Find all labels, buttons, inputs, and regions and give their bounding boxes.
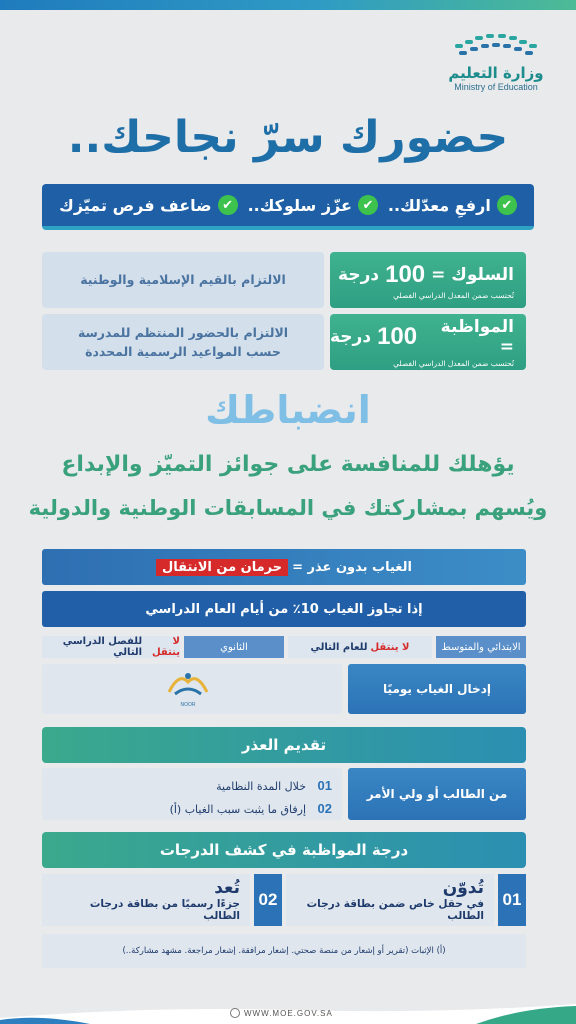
- levels-row: [42, 636, 526, 658]
- excuse-step-1: [170, 774, 332, 797]
- page-title: حضورك سرّ نجاحك..: [67, 112, 509, 163]
- excuse-who: من الطالب أو ولي الأمر: [348, 768, 526, 820]
- attendance-note: تُحتسب ضمن المعدل الدراسي الفصلي: [393, 358, 514, 368]
- benefit-line-2: ويُسهم بمشاركتك في المسابقات الوطنية والدولية: [28, 496, 548, 520]
- daily-entry-label: إدخال الغياب يوميًا: [348, 664, 526, 714]
- excuse-step-1-text: خلال المدة النظامية: [216, 780, 307, 793]
- attendance-unit: درجة: [330, 326, 372, 347]
- noor-logo: [158, 668, 218, 708]
- goal-2: [248, 195, 378, 215]
- excuse-step-2-num: 02: [317, 801, 332, 817]
- goal-3-label: ضاعف فرص تميّزك: [59, 195, 212, 215]
- absence-rule-bar: [42, 549, 526, 585]
- top-gradient-bar: [0, 0, 576, 10]
- level-primary-rest: للعام التالي: [310, 641, 368, 653]
- goal-3: [59, 195, 237, 215]
- discipline-title: انضباطك: [205, 388, 371, 432]
- ministry-name-ar: وزارة التعليم: [448, 64, 544, 82]
- level-primary-no: لا ينتقل: [370, 641, 410, 653]
- excuse-step-2: [170, 797, 332, 820]
- attendance-description: الالتزام بالحضور المنتظم للمدرسة حسب المواعيد الرسمية المحددة: [42, 314, 324, 370]
- report-card-1: [286, 874, 494, 926]
- level-secondary-tag: الثانوي: [184, 636, 284, 658]
- ministry-name-en: Ministry of Education: [454, 82, 538, 92]
- report-cards: [42, 874, 526, 926]
- report-card-2: [42, 874, 250, 926]
- ministry-emblem-icon: [453, 32, 539, 62]
- footnote: (أ) الإثبات (تقرير أو إشعار من منصة صحتي. إشعار مرافقة. إشعار مراجعة. مشهد مشاركة..): [42, 934, 526, 968]
- report-card-1-title: تُدوّن: [442, 878, 484, 898]
- goal-1: [388, 195, 517, 215]
- benefit-line-1: يؤهلك للمنافسة على جوائز التميّز والإبداع: [61, 452, 515, 477]
- report-card-2-desc: جزءًا رسميًا من بطاقة درجات الطالب: [89, 898, 240, 922]
- excuse-panel: [42, 768, 526, 820]
- footer-url-text: WWW.MOE.GOV.SA: [244, 1008, 333, 1018]
- check-circle-icon: ✔: [358, 195, 378, 215]
- absence-threshold-bar: إذا تجاوز الغياب 10٪ من أيام العام الدراسي: [42, 591, 526, 627]
- absence-prefix: الغياب بدون عذر =: [292, 559, 412, 575]
- level-primary-rule: [288, 636, 432, 658]
- excuse-steps: [170, 774, 332, 821]
- behavior-unit: درجة: [338, 264, 380, 285]
- footer-url[interactable]: [230, 1008, 333, 1018]
- attendance-value: 100: [377, 322, 418, 350]
- noor-logo-area: [42, 664, 342, 714]
- absence-result: حرمان من الانتقال: [156, 559, 288, 576]
- level-primary-tag: الابتدائي والمتوسط: [436, 636, 526, 658]
- behavior-value: 100: [385, 260, 426, 288]
- excuse-step-2-text: إرفاق ما يثبت سبب الغياب (أ): [169, 803, 307, 817]
- behavior-row: [42, 252, 526, 308]
- check-circle-icon: ✔: [497, 195, 517, 215]
- report-section-title: درجة المواظبة في كشف الدرجات: [42, 832, 526, 868]
- report-card-2-num: 02: [254, 874, 282, 926]
- daily-entry-panel: [42, 664, 526, 714]
- behavior-note: تُحتسب ضمن المعدل الدراسي الفصلي: [393, 290, 514, 300]
- goal-2-label: عزّز سلوكك..: [247, 195, 352, 215]
- behavior-label: السلوك =: [431, 264, 514, 285]
- report-card-1-num: 01: [498, 874, 526, 926]
- behavior-grade-box: [330, 252, 526, 308]
- level-secondary-no: لا ينتقل: [151, 636, 180, 658]
- goals-banner: [42, 184, 534, 230]
- goal-1-label: ارفعِ معدّلك..: [387, 195, 491, 215]
- level-secondary-rest: للفصل الدراسي التالي: [62, 636, 143, 658]
- attendance-label: المواظبة =: [440, 316, 514, 357]
- footer: [0, 1004, 576, 1024]
- excuse-steps-box: [42, 768, 342, 820]
- check-circle-icon: ✔: [218, 195, 238, 215]
- noor-logo-text: NOOR: [180, 702, 196, 708]
- report-card-1-desc: في حقل خاص ضمن بطاقة درجات الطالب: [306, 898, 484, 922]
- behavior-description: الالتزام بالقيم الإسلامية والوطنية: [42, 252, 324, 308]
- attendance-row: [42, 314, 526, 370]
- excuse-step-1-num: 01: [317, 778, 332, 793]
- report-card-2-title: تُعد: [214, 878, 240, 898]
- ministry-logo: [438, 32, 554, 102]
- noor-logo-icon: [163, 668, 213, 698]
- excuse-section-title: تقديم العذر: [42, 727, 526, 763]
- level-secondary-rule: [42, 636, 180, 658]
- attendance-grade-box: [330, 314, 526, 370]
- globe-icon: [230, 1008, 240, 1018]
